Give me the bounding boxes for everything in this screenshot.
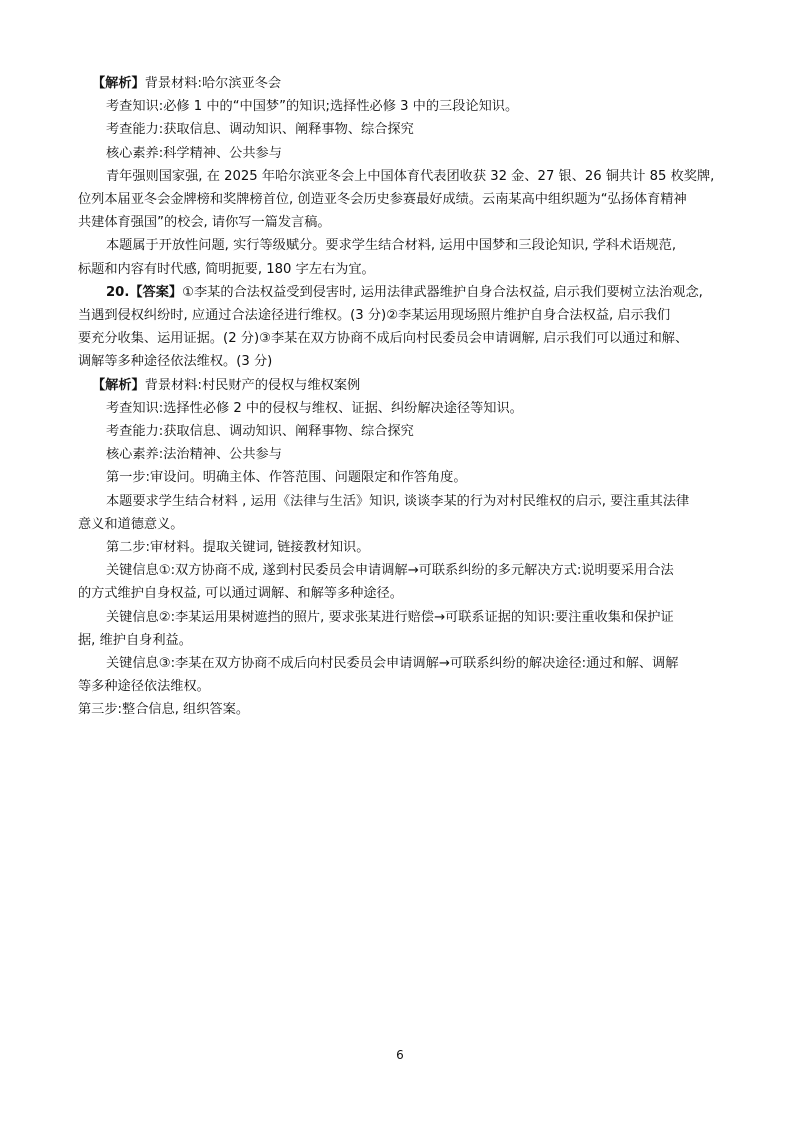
knowledge-line-20: 考查知识:选择性必修 2 中的侵权与维权、证据、纠纷解决途径等知识。 [106, 400, 523, 416]
paragraph-line: 本题属于开放性问题, 实行等级赋分。要求学生结合材料, 运用中国梦和三段论知识, 学科术语规范, [106, 238, 677, 254]
step-two: 第二步:审材料。提取关键词, 链接教材知识。 [106, 540, 370, 556]
ability-line-19: 考查能力:获取信息、调动知识、阐释事物、综合探究 [106, 122, 414, 138]
key-info-3: 关键信息③:李某在双方协商不成后向村民委员会申请调解→可联系纠纷的解决途径:通过和解、调解 [106, 656, 679, 672]
answer-line: 调解等多种途径依法维权。(3 分) [78, 354, 273, 370]
analysis-background-19 [78, 72, 724, 95]
analysis-background-20 [78, 374, 724, 397]
literacy-line-19: 核心素养:科学精神、公共参与 [106, 145, 282, 161]
page-number: 6 [396, 1048, 404, 1062]
key-info-1: 关键信息①:双方协商不成, 遂到村民委员会申请调解→可联系纠纷的多元解决方式:说明要采用合法 [106, 563, 674, 579]
answer-text: ①李某的合法权益受到侵害时, 运用法律武器维护自身合法权益, 启示我们要树立法治观念, [182, 284, 703, 300]
knowledge-line-19: 考查知识:必修 1 中的“中国梦”的知识;选择性必修 3 中的三段论知识。 [106, 99, 519, 115]
paragraph-line: 意义和道德意义。 [78, 516, 184, 532]
key-info-2: 关键信息②:李某运用果树遮挡的照片, 要求张某进行赔偿→可联系证据的知识:要注重收集和保护证 [106, 609, 674, 625]
paragraph-line: 青年强则国家强, 在 2025 年哈尔滨亚冬会上中国体育代表团收获 32 金、27 银、26 铜共计 85 枚奖牌, [106, 168, 715, 184]
answer-line-20 [78, 281, 724, 304]
answer-line: 要充分收集、运用证据。(2 分)③李某在双方协商不成后向村民委员会申请调解, 启示我们可以通过和解、 [78, 331, 689, 347]
paragraph-line: 本题要求学生结合材料 , 运用《法律与生活》知识, 谈谈李某的行为对村民维权的启示, 要注重其法律 [106, 493, 690, 509]
step-three: 第三步:整合信息, 组织答案。 [78, 702, 250, 718]
key-info-2-cont: 据, 维护自身利益。 [78, 632, 192, 648]
paragraph-line: 共建体育强国”的校会, 请你写一篇发言稿。 [78, 215, 331, 231]
key-info-3-cont: 等多种途径依法维权。 [78, 679, 210, 695]
page-content [78, 72, 724, 722]
literacy-line-20: 核心素养:法治精神、公共参与 [106, 447, 282, 463]
paragraph-line: 位列本届亚冬会金牌榜和奖牌榜首位, 创造亚冬会历史参赛最好成绩。云南某高中组织题为“弘扬体育精神 [78, 192, 687, 208]
paragraph-line: 标题和内容有时代感, 简明扼要, 180 字左右为宜。 [78, 261, 375, 277]
analysis-label: 【解析】 [92, 377, 145, 393]
background-text: 背景材料:哈尔滨亚冬会 [144, 76, 282, 91]
background-text: 背景材料:村民财产的侵权与维权案例 [144, 377, 361, 393]
ability-line-20: 考查能力:获取信息、调动知识、阐释事物、综合探究 [106, 424, 414, 440]
answer-line: 当遇到侵权纠纷时, 应通过合法途径进行维权。(3 分)②李某运用现场照片维护自身合法权益, 启示我们 [78, 308, 671, 324]
step-one: 第一步:审设问。明确主体、作答范围、问题限定和作答角度。 [106, 470, 467, 486]
analysis-label: 【解析】 [92, 76, 145, 91]
key-info-1-cont: 的方式维护自身权益, 可以通过调解、和解等多种途径。 [78, 586, 403, 602]
answer-label: 20.【答案】 [106, 284, 183, 300]
